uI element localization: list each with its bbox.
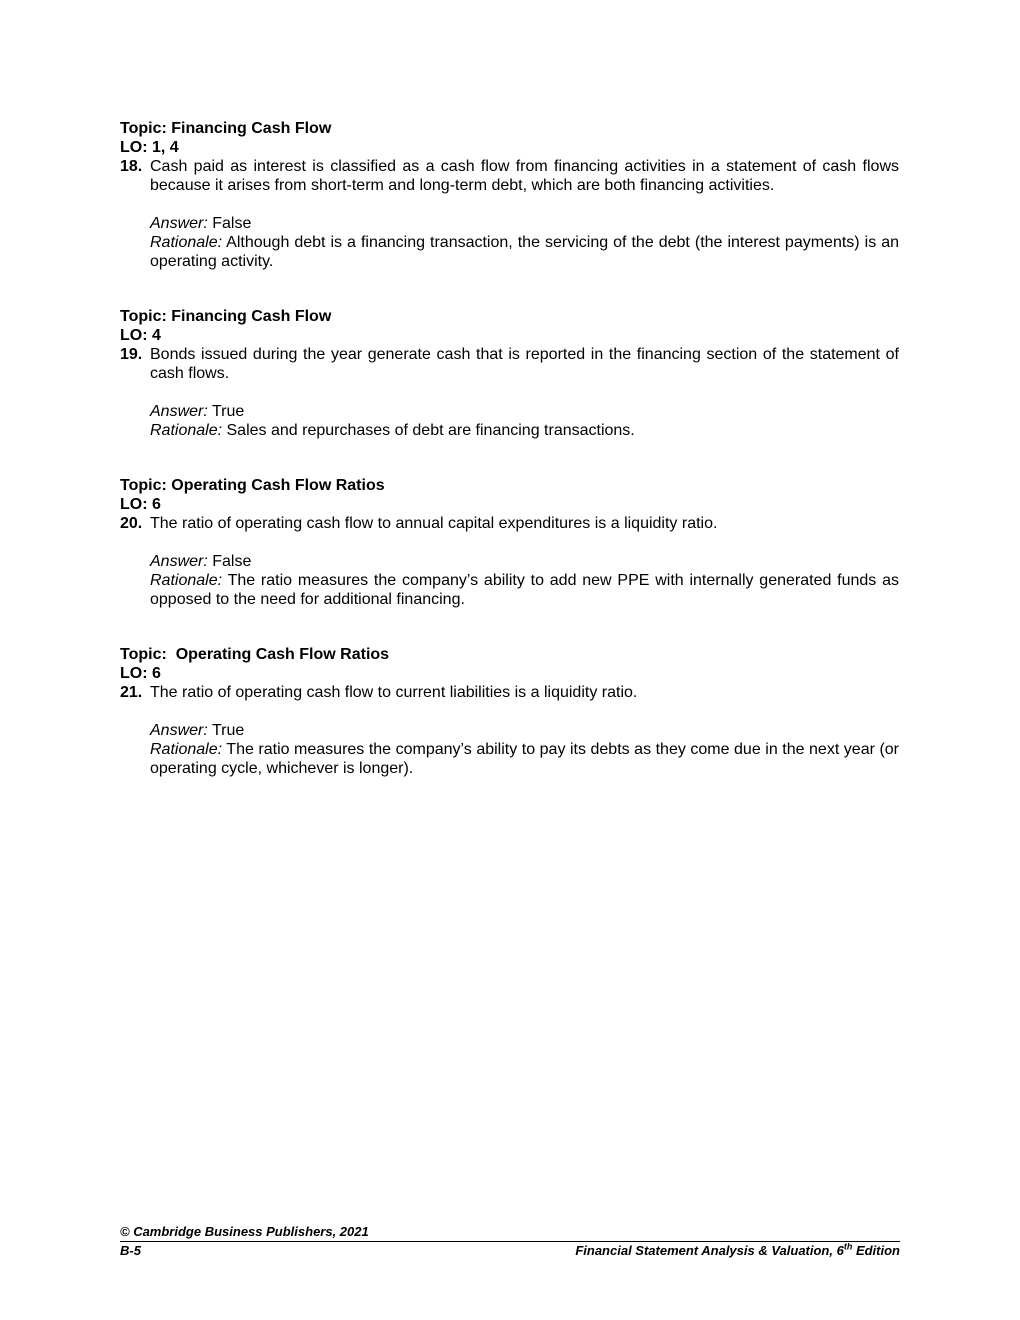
page-number: B-5 — [120, 1243, 141, 1258]
answer-line — [150, 721, 899, 740]
rationale-label: Rationale: — [150, 741, 223, 758]
page-footer — [120, 1223, 900, 1259]
answer-line — [150, 402, 899, 421]
answer-label: Answer: — [150, 215, 208, 232]
question-row — [120, 157, 899, 195]
question-block-21 — [120, 645, 899, 778]
copyright-notice: © Cambridge Business Publishers, 2021 — [120, 1224, 369, 1239]
learning-objective: LO: 6 — [120, 665, 161, 682]
question-row — [120, 683, 899, 702]
answer-line — [150, 552, 899, 571]
book-title-main: Financial Statement Analysis & Valuation, 6 — [575, 1243, 844, 1258]
answer-label: Answer: — [150, 403, 208, 420]
book-title-edition: Edition — [852, 1243, 900, 1258]
question-block-19 — [120, 307, 899, 440]
learning-objective: LO: 1, 4 — [120, 139, 179, 156]
topic-heading: Topic: Financing Cash Flow — [120, 120, 332, 137]
rationale-line — [150, 233, 899, 271]
book-title-superscript: th — [843, 1241, 853, 1252]
book-title — [575, 1242, 900, 1259]
question-number: 21. — [120, 684, 143, 701]
question-number: 19. — [120, 346, 143, 363]
question-text: Bonds issued during the year generate cash that is reported in the financing section of the statement of cash flows. — [150, 346, 899, 382]
answer-block — [150, 552, 899, 609]
answer-line — [150, 214, 899, 233]
question-row — [120, 514, 899, 533]
learning-objective: LO: 4 — [120, 327, 161, 344]
topic-heading: Topic: Operating Cash Flow Ratios — [120, 646, 390, 663]
rationale-label: Rationale: — [150, 234, 223, 251]
question-row — [120, 345, 899, 383]
answer-value: True — [211, 403, 245, 420]
rationale-text: The ratio measures the company’s ability to pay its debts as they come due in the next year (or operating cycle, whichever is longer). — [150, 741, 900, 777]
answer-label: Answer: — [150, 722, 208, 739]
answer-block — [150, 214, 899, 271]
answer-block — [150, 721, 899, 778]
rationale-line — [150, 571, 899, 609]
question-number: 20. — [120, 515, 143, 532]
rationale-label: Rationale: — [150, 572, 223, 589]
rationale-text: Sales and repurchases of debt are financing transactions. — [226, 422, 635, 439]
question-block-18 — [120, 119, 899, 271]
question-text: The ratio of operating cash flow to annual capital expenditures is a liquidity ratio. — [150, 515, 718, 532]
answer-value: True — [211, 722, 245, 739]
rationale-label: Rationale: — [150, 422, 223, 439]
rationale-line — [150, 740, 899, 778]
rationale-text: Although debt is a financing transaction, the servicing of the debt (the interest payments) is an operating activity. — [150, 234, 899, 270]
footer-row — [120, 1242, 900, 1259]
question-block-20 — [120, 476, 899, 609]
question-number: 18. — [120, 158, 143, 175]
rationale-line — [150, 421, 899, 440]
question-text: The ratio of operating cash flow to current liabilities is a liquidity ratio. — [150, 684, 638, 701]
questions-list — [120, 119, 899, 814]
learning-objective: LO: 6 — [120, 496, 161, 513]
topic-heading: Topic: Financing Cash Flow — [120, 308, 332, 325]
question-text: Cash paid as interest is classified as a cash flow from financing activities in a statement of cash flows because it arises from short-term and long-term debt, which are both financing activities. — [150, 158, 899, 194]
topic-heading: Topic: Operating Cash Flow Ratios — [120, 477, 385, 494]
rationale-text: The ratio measures the company’s ability to add new PPE with internally generated funds as opposed to the need for additional financing. — [150, 572, 899, 608]
answer-value: False — [212, 553, 252, 570]
answer-value: False — [212, 215, 252, 232]
answer-label: Answer: — [150, 553, 208, 570]
answer-block — [150, 402, 899, 440]
